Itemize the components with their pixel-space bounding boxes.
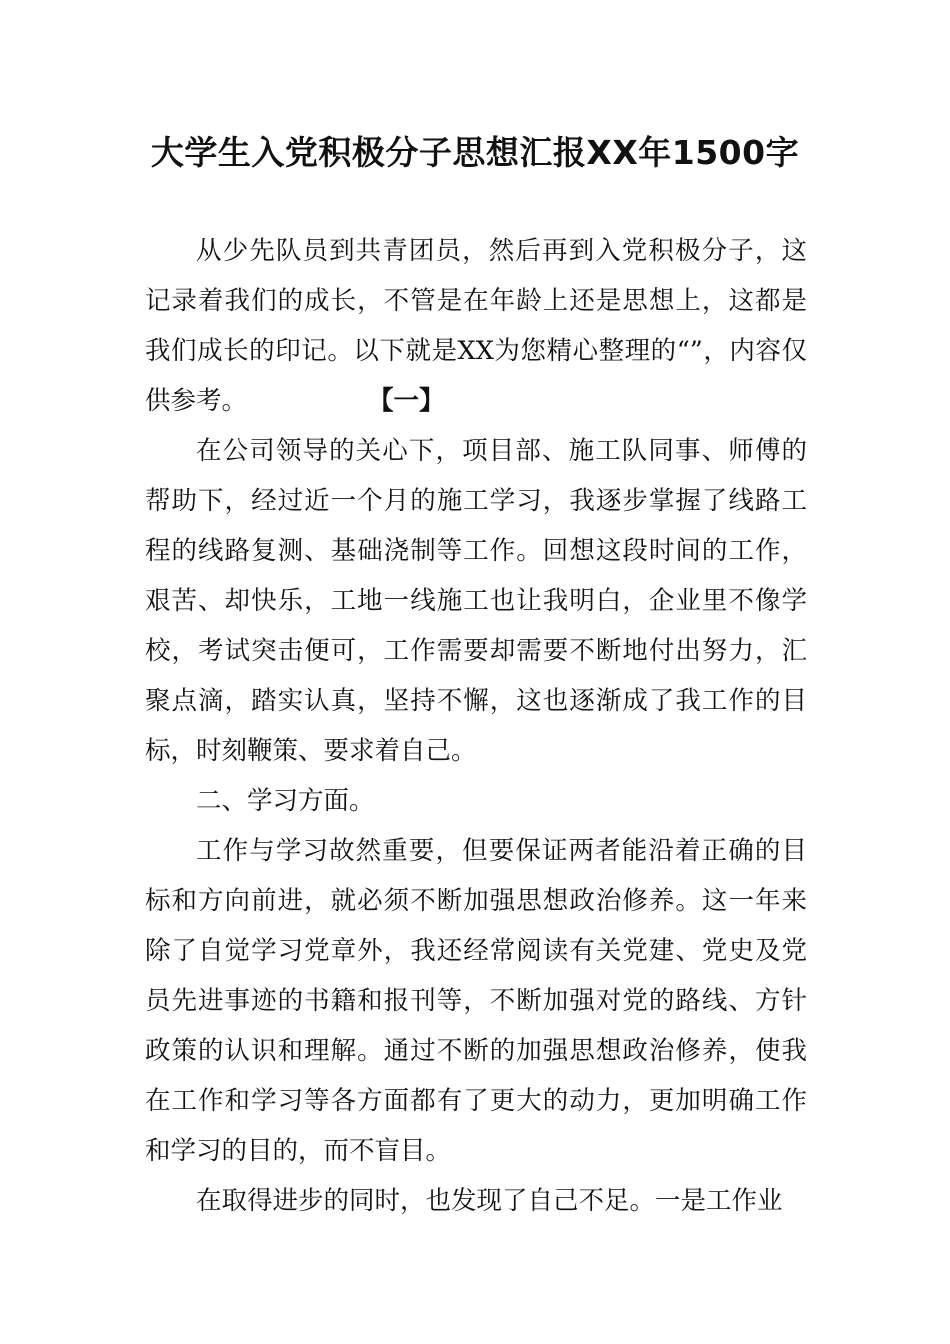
paragraph-2: 工作与学习故然重要，但要保证两者能沿着正确的目标和方向前进，就必须不断加强思想政治修养。这一年来除了自觉学习党章外，我还经常阅读有关党建、党史及党员先进事迹的书籍和报刊等，不断加强对党的路线、方针政策的认识和理解。通过不断的加强思想政治修养，使我在工作和学习等各方面都有了更大的动力，更加明确工作和学习的目的，而不盲目。 [145, 836, 807, 1166]
paragraph-3: 在取得进步的同时，也发现了自己不足。一是工作业 [196, 1186, 783, 1216]
section-heading-study: 二、学习方面。 [196, 786, 375, 816]
paragraph-1: 在公司领导的关心下，项目部、施工队同事、师傅的帮助下，经过近一个月的施工学习，我逐步掌握了线路工程的线路复测、基础浇制等工作。回想这段时间的工作，艰苦、却快乐，工地一线施工也让我明白，企业里不像学校，考试突击便可，工作需要却需要不断地付出努力，汇聚点滴，踏实认真，坚持不懈，这也逐渐成了我工作的目标，时刻鞭策、要求着自己。 [145, 436, 807, 766]
document-body [145, 226, 807, 1226]
intro-paragraph [145, 226, 807, 426]
section-marker: 【一】 [368, 386, 445, 416]
intro-text: 从少先队员到共青团员，然后再到入党积极分子，这记录着我们的成长，不管是在年龄上还是思想上，这都是我们成长的印记。以下就是XX为您精心整理的“”，内容仅供参考。 [145, 236, 807, 416]
document-title: 大学生入党积极分子思想汇报XX年1500字 [150, 133, 800, 172]
